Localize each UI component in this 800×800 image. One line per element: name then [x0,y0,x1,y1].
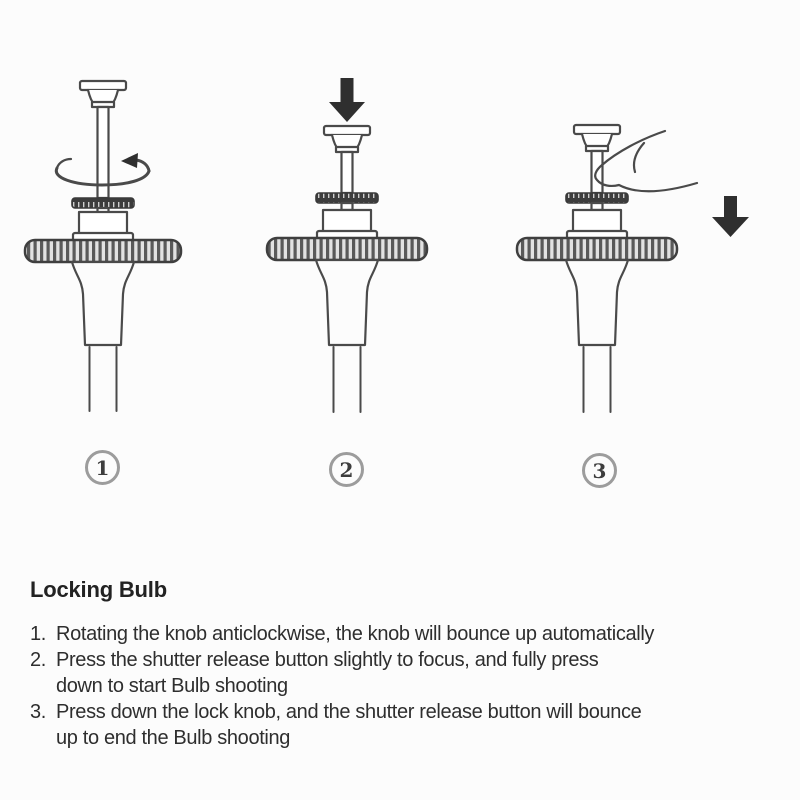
step-number: 2. [30,649,46,671]
tapered-grip [566,260,628,345]
figure-3-finger-presses-lock-knob [517,125,749,412]
shutter-release-cable-figures [0,60,800,455]
figure-1-cable-release-knob-up [25,81,181,411]
step-text-line: down to start Bulb shooting [56,675,288,697]
lock-knob [72,198,134,208]
step-text-line: Press down the lock knob, and the shutter release button will bounce [56,701,642,723]
instruction-steps [30,621,792,751]
figure-2-cable-release-pressed [267,78,427,412]
figure-3-number-badge: 3 [582,453,617,488]
upper-body [79,212,127,235]
tapered-grip [316,260,378,345]
knurled-disc [25,240,181,262]
section-title: Locking Bulb [30,577,167,602]
step-text-line: up to end the Bulb shooting [56,727,291,749]
press-down-arrow-icon [329,78,365,122]
lock-knob [566,193,628,203]
step-text-line: Press the shutter release button slightly to focus, and fully press [56,649,599,671]
upper-body [573,210,621,233]
upper-body [323,210,371,233]
step-text-line: Rotating the knob anticlockwise, the knob will bounce up automatically [56,623,655,645]
instruction-step-2 [30,647,792,699]
shutter-release-button [324,126,370,193]
press-down-arrow-icon [712,196,749,237]
knurled-disc [517,238,677,260]
knurled-disc [267,238,427,260]
figure-2-number-badge: 2 [329,452,364,487]
instruction-step-3 [30,699,792,751]
lock-knob [316,193,378,203]
instructions-section [30,577,792,751]
release-cable [584,347,611,412]
figure-1-number-badge: 1 [85,450,120,485]
release-cable [334,347,361,412]
step-number: 1. [30,623,46,645]
release-cable [90,347,117,411]
instruction-step-1 [30,621,792,647]
step-number: 3. [30,701,46,723]
shutter-release-button [574,125,620,193]
shutter-release-button [80,81,126,198]
tapered-grip [72,262,134,345]
